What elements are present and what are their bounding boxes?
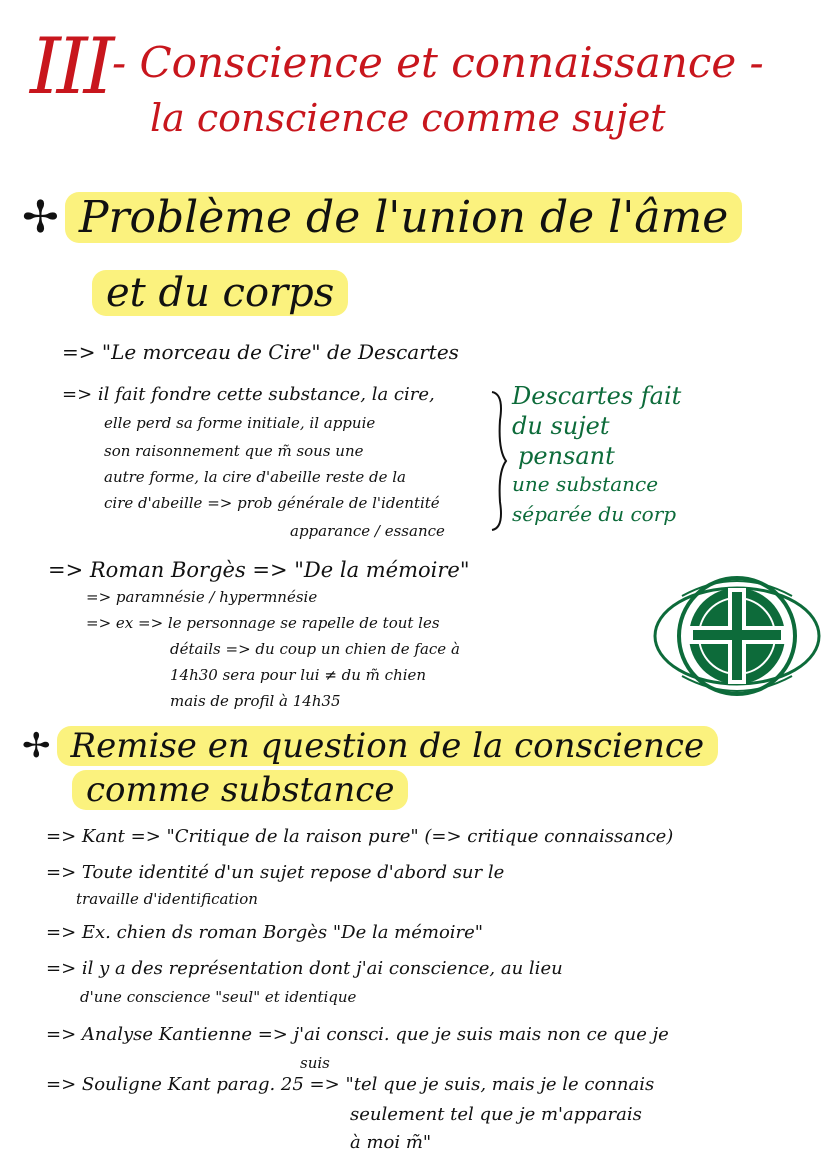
borges-line: => Roman Borgès => "De la mémoire" [48,558,470,582]
section1-item-2: elle perd sa forme initiale, il appuie [104,414,376,432]
section1-item-3: son raisonnement que m̃ sous une [104,442,364,460]
section1-item-1: => il fait fondre cette substance, la cire, [62,384,435,405]
aside-line-3: une substance [512,472,659,496]
page-title: - Conscience et connaissance - [112,38,764,87]
sub-item-3: 14h30 sera pour lui ≠ du m̃ chien [170,666,427,684]
title-roman-numeral: III [30,22,111,112]
section2-item-1: => Toute identité d'un sujet repose d'abord sur le [46,862,505,883]
emblem-icon [652,556,822,716]
section2-item-7: suis [300,1054,330,1072]
aside-line-1: du sujet [512,412,610,440]
star-bullet-icon: ✢ [22,192,59,243]
section1-item-0: => "Le morceau de Cire" de Descartes [62,340,459,364]
star-bullet-icon-2: ✢ [22,726,51,766]
sub-item-0: => paramnésie / hypermnésie [86,588,318,606]
section1-item-6: apparance / essance [290,522,445,540]
section2-item-3: => Ex. chien ds roman Borgès "De la mémoire" [46,922,484,943]
section2-item-0: => Kant => "Critique de la raison pure" (=> critique connaissance) [46,826,674,847]
section1-heading-line2 [92,270,348,316]
page-subtitle: la conscience comme sujet [150,96,666,140]
section2-heading-text: Remise en question de la conscience [57,726,719,766]
sub-item-4: mais de profil à 14h35 [170,692,341,710]
aside-line-4: séparée du corp [512,502,677,526]
section2-item-5: d'une conscience "seul" et identique [80,988,357,1006]
section2-heading-text-2: comme substance [72,770,408,810]
section2-item-9: seulement tel que je m'apparais [350,1104,642,1125]
brace-icon [490,390,508,532]
section2-item-6: => Analyse Kantienne => j'ai consci. que je suis mais non ce que je [46,1024,669,1045]
section2-item-4: => il y a des représentation dont j'ai conscience, au lieu [46,958,563,979]
aside-line-0: Descartes fait [512,382,682,410]
section2-item-8: => Souligne Kant parag. 25 => "tel que je suis, mais je le connais [46,1074,655,1095]
aside-line-2: pensant [518,442,615,470]
section1-heading-text: Problème de l'union de l'âme [65,192,742,243]
section2-item-2: travaille d'identification [76,890,258,908]
sub-item-1: => ex => le personnage se rapelle de tout les [86,614,440,632]
section2-heading-line2 [72,770,408,810]
section1-item-5: cire d'abeille => prob générale de l'identité [104,494,440,512]
section2-heading [22,726,718,766]
section1-heading-text-2: et du corps [92,270,348,316]
section1-heading [22,192,742,243]
sub-item-2: détails => du coup un chien de face à [170,640,460,658]
section2-item-10: à moi m̃" [350,1132,432,1153]
section1-item-4: autre forme, la cire d'abeille reste de la [104,468,406,486]
